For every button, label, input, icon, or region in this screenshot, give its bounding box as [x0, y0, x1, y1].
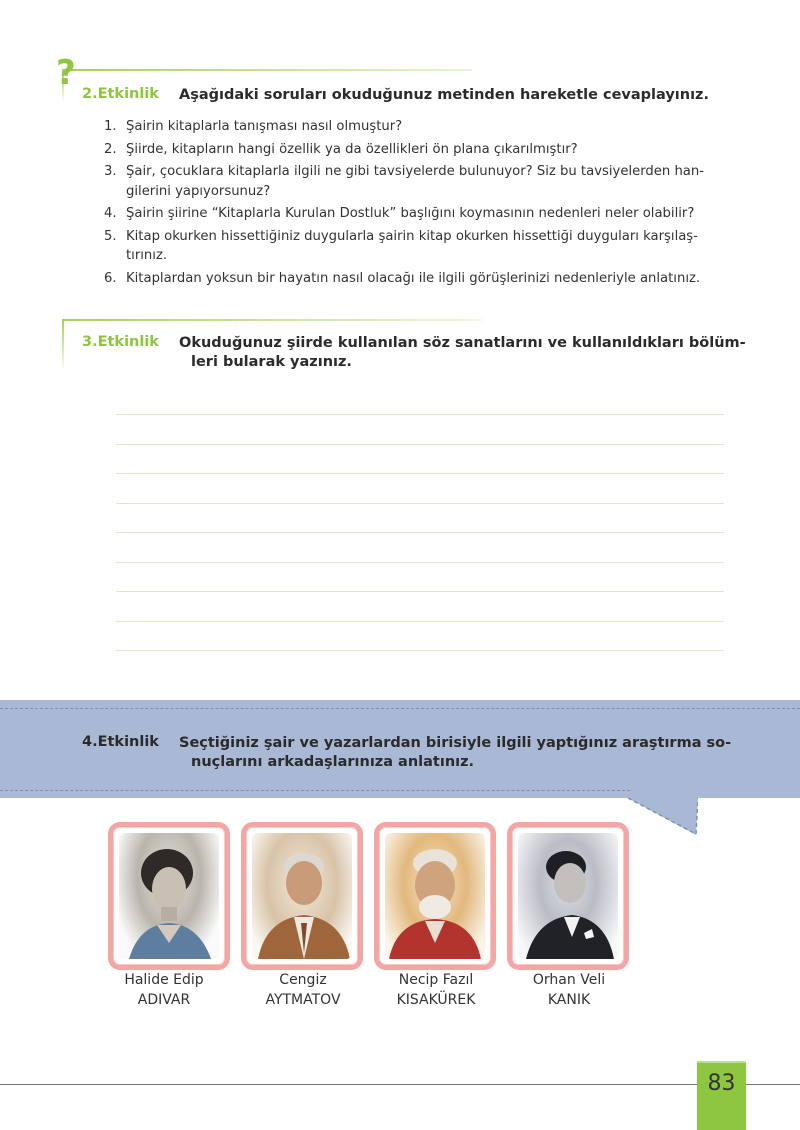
writing-line[interactable] — [116, 621, 724, 622]
author-first-name: Orhan Veli — [532, 972, 606, 988]
author-last-name: ADIVAR — [137, 992, 191, 1008]
activity3-title-line1: Okuduğunuz şiirde kullanılan söz sanatlarını ve kullanıldıkları bölüm- — [179, 335, 746, 351]
portrait-orhan-veli-image — [518, 833, 618, 959]
author-first-name: Necip Fazıl — [398, 972, 474, 988]
portrait-frame-cengiz-aytmatov — [241, 822, 363, 970]
question-item — [104, 269, 724, 289]
question-number: 2. — [104, 141, 117, 157]
writing-line[interactable] — [116, 532, 724, 533]
question-text-line1: Kitap okurken hissettiğiniz duygularla şairin kitap okurken hissettiği duyguları karşılaş- — [126, 228, 698, 244]
portrait-cengiz-aytmatov-image — [252, 833, 352, 959]
writing-line[interactable] — [116, 503, 724, 504]
portrait-frame-halide-edip — [108, 822, 230, 970]
activity3-title — [179, 334, 746, 372]
activity4-title-line2: nuçlarını arkadaşlarınıza anlatınız. — [191, 754, 475, 770]
question-number: 1. — [104, 119, 117, 134]
question-mark-icon: ? — [56, 53, 76, 93]
footer-rule — [0, 1084, 800, 1085]
author-last-name: KISAKÜREK — [396, 992, 476, 1008]
question-text-line2: tırınız. — [126, 248, 168, 263]
writing-line[interactable] — [116, 473, 724, 474]
author-last-name: KANIK — [547, 992, 591, 1008]
question-text: Şairin kitaplarla tanışması nasıl olmuştur? — [126, 119, 403, 134]
writing-line[interactable] — [116, 414, 724, 415]
question-text: Kitaplardan yoksun bir hayatın nasıl olacağı ile ilgili görüşlerinizi nedenleriyle anlatınız. — [126, 270, 701, 286]
portrait-frame-orhan-veli — [507, 822, 629, 970]
speech-bubble-tail-icon — [626, 797, 698, 837]
portrait-necip-fazil-image — [385, 833, 485, 959]
question-item — [104, 204, 724, 224]
question-item — [104, 162, 724, 201]
question-item — [104, 227, 724, 266]
activity3-top-rule — [62, 319, 482, 321]
page-number: 83 — [707, 1071, 736, 1096]
activity2-title: Aşağıdaki soruları okuduğunuz metinden hareketle cevaplayınız. — [179, 87, 710, 103]
activity2-label: 2.Etkinlik — [82, 86, 159, 102]
author-last-name: AYTMATOV — [265, 992, 341, 1008]
author-caption — [99, 970, 229, 1010]
activity4-label: 4.Etkinlik — [82, 734, 159, 750]
activity4-title-line1: Seçtiğiniz şair ve yazarlardan birisiyle ilgili yaptığınız araştırma so- — [179, 735, 732, 751]
activity4-dash-bottom — [0, 790, 630, 791]
activity4-title — [179, 734, 731, 772]
question-text: Şiirde, kitapların hangi özellik ya da özellikleri ön plana çıkarılmıştır? — [126, 141, 578, 157]
writing-line[interactable] — [116, 562, 724, 563]
question-list — [104, 117, 724, 291]
author-caption — [238, 970, 368, 1010]
writing-line[interactable] — [116, 591, 724, 592]
author-caption — [371, 970, 501, 1010]
activity3-title-line2: leri bularak yazınız. — [191, 354, 352, 370]
activity4-dash-top — [0, 708, 800, 709]
portrait-frame-necip-fazil — [374, 822, 496, 970]
question-text-line2: gilerini yapıyorsunuz? — [126, 183, 271, 199]
author-first-name: Cengiz — [279, 972, 327, 988]
writing-line[interactable] — [116, 650, 724, 651]
question-number: 3. — [104, 164, 117, 179]
question-text-line1: Şair, çocuklara kitaplarla ilgili ne gibi tavsiyelerde bulunuyor? Siz bu tavsiyelerden han- — [126, 164, 705, 179]
activity2-top-rule — [62, 69, 472, 71]
question-number: 5. — [104, 228, 117, 244]
activity3-side-rule — [62, 320, 64, 372]
question-text: Şairin şiirine “Kitaplarla Kurulan Dostluk” başlığını koymasının nedenleri neler olabilir? — [126, 206, 695, 221]
author-caption — [504, 970, 634, 1010]
question-item — [104, 117, 724, 137]
portrait-halide-edip-image — [119, 833, 219, 959]
author-first-name: Halide Edip — [124, 972, 204, 988]
question-item — [104, 140, 724, 160]
writing-line[interactable] — [116, 444, 724, 445]
question-number: 6. — [104, 270, 117, 286]
question-number: 4. — [104, 206, 117, 221]
activity3-label: 3.Etkinlik — [82, 334, 159, 350]
